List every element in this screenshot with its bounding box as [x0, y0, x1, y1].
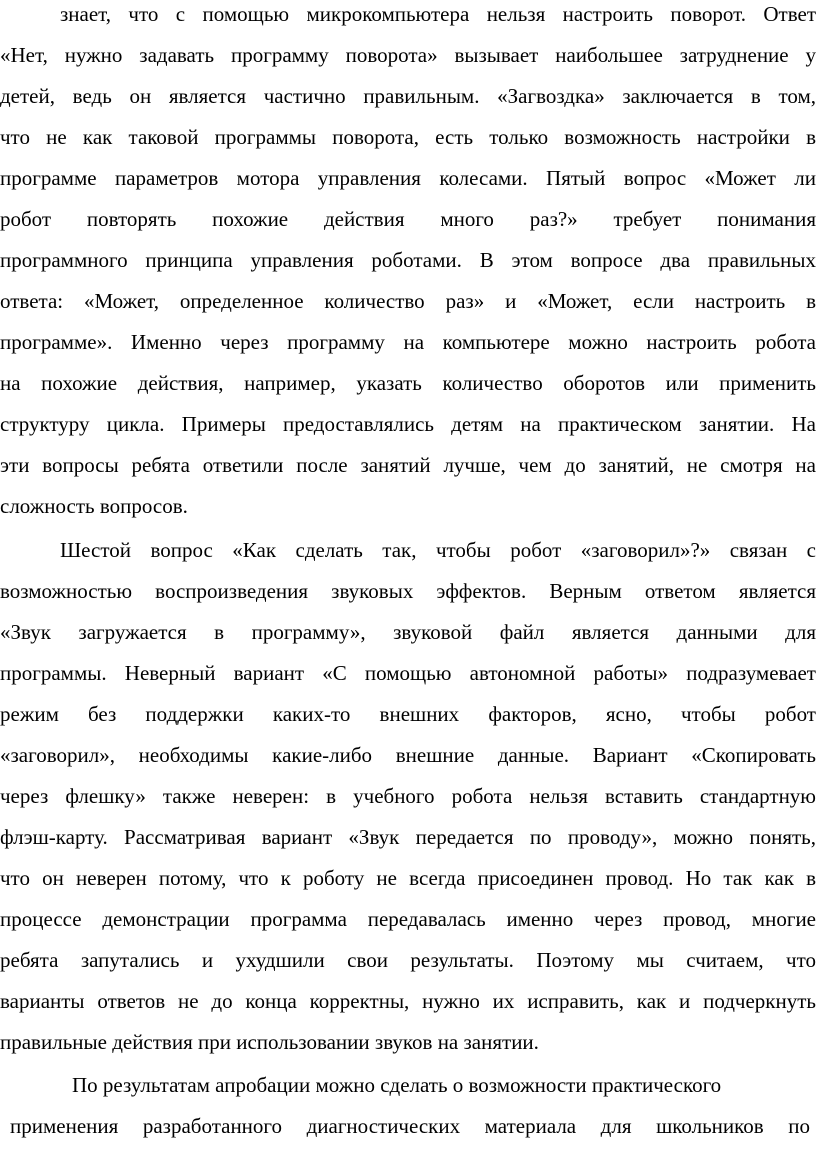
text-line: ребята запутались и ухудшили свои результаты. Поэтому мы считаем, что — [0, 948, 816, 972]
text-line: сложность вопросов. — [0, 494, 188, 518]
text-line: Шестой вопрос «Как сделать так, чтобы робот «заговорил»?» связан с — [60, 538, 816, 562]
text-line: возможностью воспроизведения звуковых эффектов. Верным ответом является — [0, 579, 816, 603]
text-line: варианты ответов не до конца корректны, нужно их исправить, как и подчеркнуть — [0, 989, 816, 1013]
text-line: программы. Неверный вариант «С помощью автономной работы» подразумевает — [0, 661, 816, 685]
text-line: робот повторять похожие действия много раз?» требует понимания — [0, 207, 816, 231]
text-line: детей, ведь он является частично правильным. «Загвоздка» заключается в том, — [0, 84, 816, 108]
text-line: структуру цикла. Примеры предоставлялись детям на практическом занятии. На — [0, 412, 816, 436]
text-line: флэш-карту. Рассматривая вариант «Звук передается по проводу», можно понять, — [0, 825, 816, 849]
text-line: на похожие действия, например, указать количество оборотов или применить — [0, 371, 816, 395]
text-line: режим без поддержки каких-то внешних факторов, ясно, чтобы робот — [0, 702, 816, 726]
text-line: что он неверен потому, что к роботу не всегда присоединен провод. Но так как в — [0, 866, 816, 890]
text-line: «заговорил», необходимы какие-либо внешние данные. Вариант «Скопировать — [0, 743, 816, 767]
text-line: ответа: «Может, определенное количество раз» и «Может, если настроить в — [0, 289, 816, 313]
text-line: По результатам апробации можно сделать о возможности практического — [72, 1073, 722, 1097]
text-line: «Нет, нужно задавать программу поворота» вызывает наибольшее затруднение у — [0, 43, 816, 67]
text-line: процессе демонстрации программа передавалась именно через провод, многие — [0, 907, 816, 931]
text-line: через флешку» также неверен: в учебного робота нельзя вставить стандартную — [0, 784, 816, 808]
text-line: правильные действия при использовании звуков на занятии. — [0, 1030, 539, 1054]
text-line: программного принципа управления роботами. В этом вопросе два правильных — [0, 248, 816, 272]
text-line: применения разработанного диагностических материала для школьников по — [10, 1114, 810, 1138]
text-line: знает, что с помощью микрокомпьютера нельзя настроить поворот. Ответ — [60, 2, 816, 26]
text-line: эти вопросы ребята ответили после занятий лучше, чем до занятий, не смотря на — [0, 453, 816, 477]
text-line: что не как таковой программы поворота, есть только возможность настройки в — [0, 125, 816, 149]
text-line: «Звук загружается в программу», звуковой файл является данными для — [0, 620, 816, 644]
text-line: программе». Именно через программу на компьютере можно настроить робота — [0, 330, 816, 354]
text-line: программе параметров мотора управления колесами. Пятый вопрос «Может ли — [0, 166, 816, 190]
